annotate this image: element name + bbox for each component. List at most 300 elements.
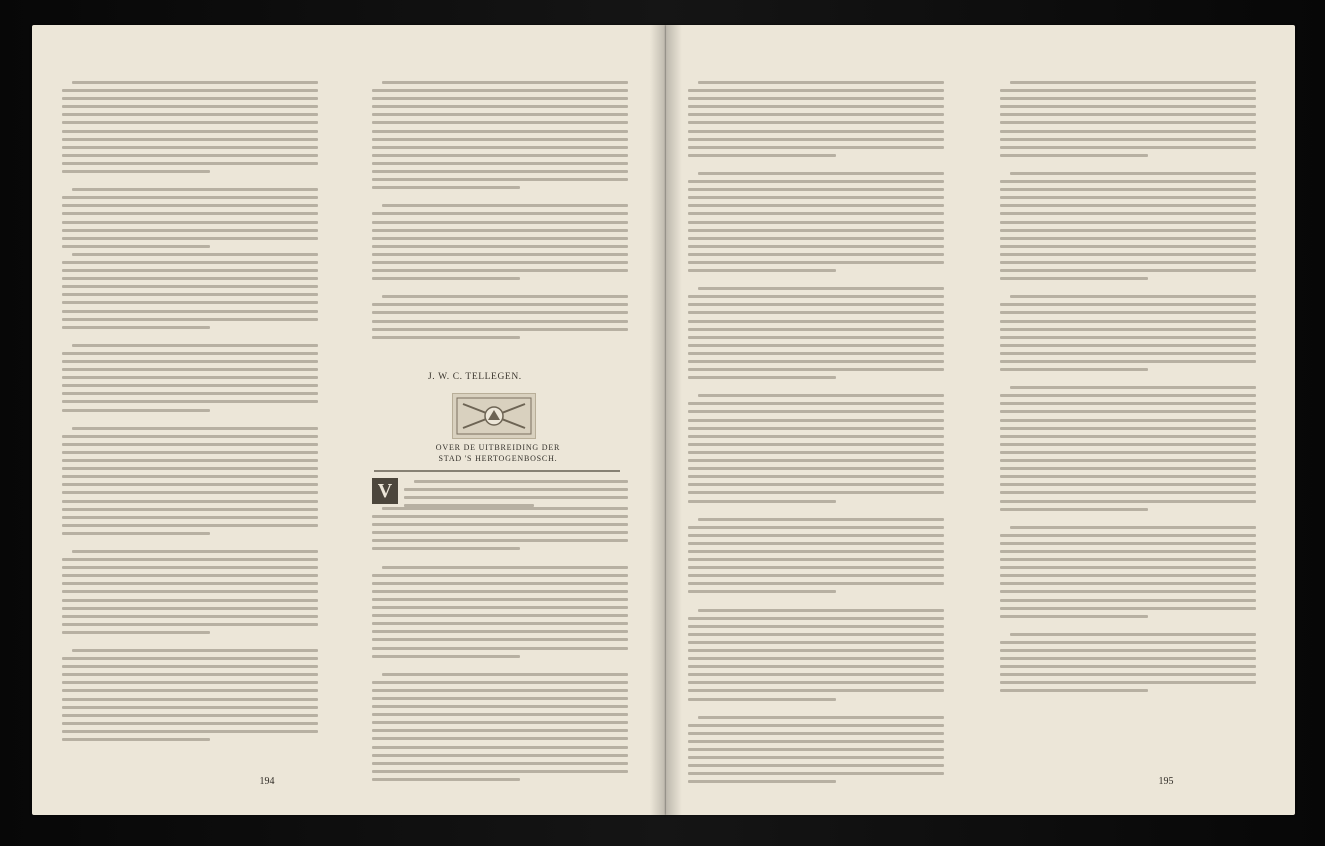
text-line [1000, 665, 1256, 668]
paragraph-gap [688, 277, 944, 287]
text-line [688, 526, 944, 529]
text-line [1010, 526, 1256, 529]
text-line [372, 245, 628, 248]
text-line [372, 655, 520, 658]
text-line [372, 138, 628, 141]
text-line [382, 566, 628, 569]
text-line [372, 598, 628, 601]
text-line [372, 328, 628, 331]
text-line [372, 261, 628, 264]
text-line [688, 204, 944, 207]
text-line [372, 178, 628, 181]
text-line [62, 97, 318, 100]
text-line [1000, 154, 1148, 157]
text-line [62, 392, 318, 395]
text-line [372, 311, 628, 314]
text-line [62, 451, 318, 454]
text-line [688, 261, 944, 264]
text-line [1000, 443, 1256, 446]
text-line [688, 590, 836, 593]
text-line [688, 534, 944, 537]
text-line [1000, 344, 1256, 347]
text-line [62, 443, 318, 446]
text-line [1000, 483, 1256, 486]
text-line [688, 336, 944, 339]
text-line [688, 180, 944, 183]
text-line [688, 550, 944, 553]
text-line [372, 253, 628, 256]
text-line [688, 500, 836, 503]
text-line [62, 326, 210, 329]
text-line [62, 105, 318, 108]
text-line [1000, 657, 1256, 660]
text-line [62, 130, 318, 133]
text-line [688, 89, 944, 92]
text-line [688, 376, 836, 379]
left-page-column-2-bottom [372, 507, 628, 786]
text-line [382, 507, 628, 510]
text-line [1000, 574, 1256, 577]
text-line [688, 435, 944, 438]
text-line [688, 311, 944, 314]
text-line [62, 360, 318, 363]
text-line [688, 402, 944, 405]
text-line [1000, 435, 1256, 438]
text-line [62, 138, 318, 141]
paragraph-gap [62, 178, 318, 188]
text-line [382, 204, 628, 207]
text-line [1000, 673, 1256, 676]
paragraph-gap [372, 663, 628, 673]
paragraph-gap [372, 285, 628, 295]
text-line [1000, 138, 1256, 141]
text-line [372, 746, 628, 749]
text-line [62, 566, 318, 569]
text-line [688, 237, 944, 240]
text-line [382, 81, 628, 84]
text-line [1000, 467, 1256, 470]
text-line [62, 714, 318, 717]
text-line [688, 748, 944, 751]
text-line [688, 253, 944, 256]
text-line [62, 706, 318, 709]
text-line [62, 475, 318, 478]
text-line [1000, 121, 1256, 124]
text-line [688, 188, 944, 191]
paragraph-gap [688, 162, 944, 172]
text-line [688, 212, 944, 215]
text-line [1000, 245, 1256, 248]
text-line [62, 170, 210, 173]
text-line [1000, 615, 1148, 618]
text-line [62, 483, 318, 486]
text-line [372, 638, 628, 641]
text-line [372, 737, 628, 740]
text-line [688, 105, 944, 108]
text-line [688, 756, 944, 759]
text-line [62, 269, 318, 272]
text-line [62, 459, 318, 462]
text-line [1000, 500, 1256, 503]
text-line [1000, 566, 1256, 569]
text-line [688, 633, 944, 636]
text-line [372, 113, 628, 116]
paragraph-gap [688, 508, 944, 518]
text-line [62, 196, 318, 199]
text-line [372, 212, 628, 215]
text-line [372, 647, 628, 650]
text-line [1000, 360, 1256, 363]
paragraph-gap [1000, 285, 1256, 295]
text-line [372, 582, 628, 585]
text-line [414, 480, 628, 483]
paragraph-gap [688, 599, 944, 609]
text-line [688, 443, 944, 446]
text-line [688, 295, 944, 298]
text-line [372, 606, 628, 609]
paragraph-gap [62, 417, 318, 427]
paragraph-gap [372, 556, 628, 566]
text-line [62, 631, 210, 634]
text-line [1000, 459, 1256, 462]
left-page-column-2 [372, 81, 628, 344]
text-line [62, 277, 318, 280]
text-line [1000, 582, 1256, 585]
text-line [688, 427, 944, 430]
text-line [62, 730, 318, 733]
text-line [372, 614, 628, 617]
text-line [372, 277, 520, 280]
text-line [688, 303, 944, 306]
left-page [32, 25, 666, 815]
text-line [688, 121, 944, 124]
text-line [372, 523, 628, 526]
text-line [688, 698, 836, 701]
text-line [1000, 368, 1148, 371]
text-line [62, 162, 318, 165]
text-line [62, 318, 318, 321]
text-line [62, 89, 318, 92]
text-line [1000, 542, 1256, 545]
text-line [688, 229, 944, 232]
text-line [1000, 229, 1256, 232]
text-line [62, 154, 318, 157]
text-line [372, 303, 628, 306]
text-line [688, 459, 944, 462]
text-line [72, 344, 318, 347]
text-line [688, 780, 836, 783]
text-line [1000, 253, 1256, 256]
text-line [62, 607, 318, 610]
paragraph-gap [1000, 516, 1256, 526]
text-line [62, 376, 318, 379]
text-line [1000, 508, 1148, 511]
text-line [372, 778, 520, 781]
text-line [1000, 130, 1256, 133]
text-line [62, 229, 318, 232]
text-line [372, 229, 628, 232]
text-line [372, 97, 628, 100]
text-line [688, 542, 944, 545]
text-line [688, 483, 944, 486]
right-page [666, 25, 1295, 815]
text-line [698, 716, 944, 719]
text-line [688, 352, 944, 355]
text-line [372, 721, 628, 724]
right-page-column-2 [1000, 81, 1256, 698]
text-line [1010, 633, 1256, 636]
text-line [62, 237, 318, 240]
text-line [62, 293, 318, 296]
text-line [372, 89, 628, 92]
text-line [1000, 89, 1256, 92]
text-line [62, 409, 210, 412]
text-line [1000, 550, 1256, 553]
text-line [688, 221, 944, 224]
text-line [1000, 419, 1256, 422]
text-line [382, 673, 628, 676]
text-line [62, 689, 318, 692]
text-line [1000, 352, 1256, 355]
text-line [698, 81, 944, 84]
text-line [688, 138, 944, 141]
text-line [372, 237, 628, 240]
page-number-left: 194 [259, 776, 275, 787]
text-line [1000, 534, 1256, 537]
text-line [372, 697, 628, 700]
text-line [688, 344, 944, 347]
paragraph-gap [62, 540, 318, 550]
text-line [62, 574, 318, 577]
text-line [62, 722, 318, 725]
text-line [1000, 681, 1256, 684]
right-page-column-1 [688, 81, 944, 789]
text-line [688, 196, 944, 199]
text-line [372, 770, 628, 773]
text-line [688, 320, 944, 323]
text-line [62, 467, 318, 470]
text-line [688, 689, 944, 692]
text-line [62, 582, 318, 585]
text-line [688, 657, 944, 660]
text-line [688, 360, 944, 363]
text-line [1000, 269, 1256, 272]
text-line [372, 320, 628, 323]
city-emblem-icon [452, 393, 536, 439]
text-line [1000, 196, 1256, 199]
text-line [62, 301, 318, 304]
text-line [372, 531, 628, 534]
text-line [404, 488, 628, 491]
page-number-right: 195 [1158, 776, 1174, 787]
text-line [62, 285, 318, 288]
text-line [1000, 237, 1256, 240]
text-line [688, 732, 944, 735]
text-line [62, 623, 318, 626]
text-line [1000, 180, 1256, 183]
text-line [62, 738, 210, 741]
text-line [62, 615, 318, 618]
text-line [1010, 295, 1256, 298]
text-line [688, 410, 944, 413]
text-line [62, 400, 318, 403]
text-line [688, 451, 944, 454]
text-line [62, 113, 318, 116]
text-line [372, 590, 628, 593]
text-line [688, 772, 944, 775]
text-line [1000, 410, 1256, 413]
text-line [62, 500, 318, 503]
text-line [62, 384, 318, 387]
text-line [62, 435, 318, 438]
text-line [1000, 105, 1256, 108]
text-line [372, 622, 628, 625]
text-line [62, 245, 210, 248]
text-line [698, 172, 944, 175]
text-line [688, 491, 944, 494]
left-page-column-1 [62, 81, 318, 746]
text-line [62, 673, 318, 676]
text-line [698, 518, 944, 521]
text-line [372, 186, 520, 189]
text-line [372, 105, 628, 108]
text-line [62, 212, 318, 215]
text-line [372, 713, 628, 716]
text-line [1000, 336, 1256, 339]
text-line [688, 269, 836, 272]
text-line [1000, 146, 1256, 149]
text-line [62, 204, 318, 207]
text-line [688, 368, 944, 371]
text-line [1000, 277, 1148, 280]
text-line [62, 524, 318, 527]
text-line [372, 170, 628, 173]
text-line [372, 154, 628, 157]
text-line [698, 287, 944, 290]
text-line [62, 665, 318, 668]
text-line [62, 657, 318, 660]
text-line [688, 558, 944, 561]
text-line [62, 558, 318, 561]
text-line [1000, 221, 1256, 224]
paragraph-gap [688, 706, 944, 716]
text-line [688, 625, 944, 628]
text-line [62, 146, 318, 149]
text-line [1000, 328, 1256, 331]
text-line [1000, 402, 1256, 405]
text-line [1000, 97, 1256, 100]
text-line [404, 496, 628, 499]
text-line [688, 673, 944, 676]
text-line [372, 269, 628, 272]
text-line [372, 146, 628, 149]
text-line [72, 427, 318, 430]
text-line [72, 550, 318, 553]
text-line [1000, 212, 1256, 215]
text-line [688, 724, 944, 727]
text-line [62, 491, 318, 494]
text-line [688, 419, 944, 422]
text-line [372, 539, 628, 542]
text-line [688, 475, 944, 478]
text-line [1000, 558, 1256, 561]
text-line [688, 467, 944, 470]
text-line [372, 162, 628, 165]
text-line [62, 516, 318, 519]
text-line [1010, 386, 1256, 389]
text-line [1000, 649, 1256, 652]
text-line [1000, 311, 1256, 314]
text-line [1000, 590, 1256, 593]
paragraph-gap [1000, 162, 1256, 172]
text-line [1000, 320, 1256, 323]
text-line [688, 574, 944, 577]
text-line [62, 261, 318, 264]
text-line [62, 368, 318, 371]
text-line [1000, 491, 1256, 494]
text-line [372, 729, 628, 732]
text-line [688, 566, 944, 569]
text-line [382, 295, 628, 298]
paragraph-gap [372, 194, 628, 204]
text-line [1010, 172, 1256, 175]
text-line [1000, 113, 1256, 116]
text-line [372, 754, 628, 757]
text-line [372, 121, 628, 124]
text-line [1000, 394, 1256, 397]
paragraph-gap [688, 384, 944, 394]
text-line [1000, 427, 1256, 430]
text-line [698, 609, 944, 612]
text-line [688, 665, 944, 668]
text-line [62, 121, 318, 124]
text-line [72, 253, 318, 256]
text-line [1000, 607, 1256, 610]
text-line [62, 599, 318, 602]
article-title: OVER DE UITBREIDING DER STAD 'S HERTOGENBOSCH. [435, 443, 561, 463]
text-line [372, 221, 628, 224]
text-line [688, 154, 836, 157]
text-line [1000, 689, 1148, 692]
text-line [688, 146, 944, 149]
text-line [372, 630, 628, 633]
text-line [688, 740, 944, 743]
text-line [1000, 475, 1256, 478]
text-line [372, 130, 628, 133]
author-signature: J. W. C. TELLEGEN. [428, 372, 522, 382]
text-line [688, 681, 944, 684]
text-line [1000, 204, 1256, 207]
drop-cap: V [372, 478, 398, 504]
text-line [372, 515, 628, 518]
text-line [688, 328, 944, 331]
text-line [372, 705, 628, 708]
text-line [372, 574, 628, 577]
text-line [372, 762, 628, 765]
text-line [372, 336, 520, 339]
text-line [698, 394, 944, 397]
text-line [1000, 641, 1256, 644]
text-line [688, 97, 944, 100]
paragraph-gap [62, 334, 318, 344]
text-line [688, 617, 944, 620]
text-line [372, 689, 628, 692]
text-line [62, 352, 318, 355]
text-line [62, 508, 318, 511]
paragraph-gap [1000, 623, 1256, 633]
text-line [1000, 261, 1256, 264]
text-line [688, 764, 944, 767]
